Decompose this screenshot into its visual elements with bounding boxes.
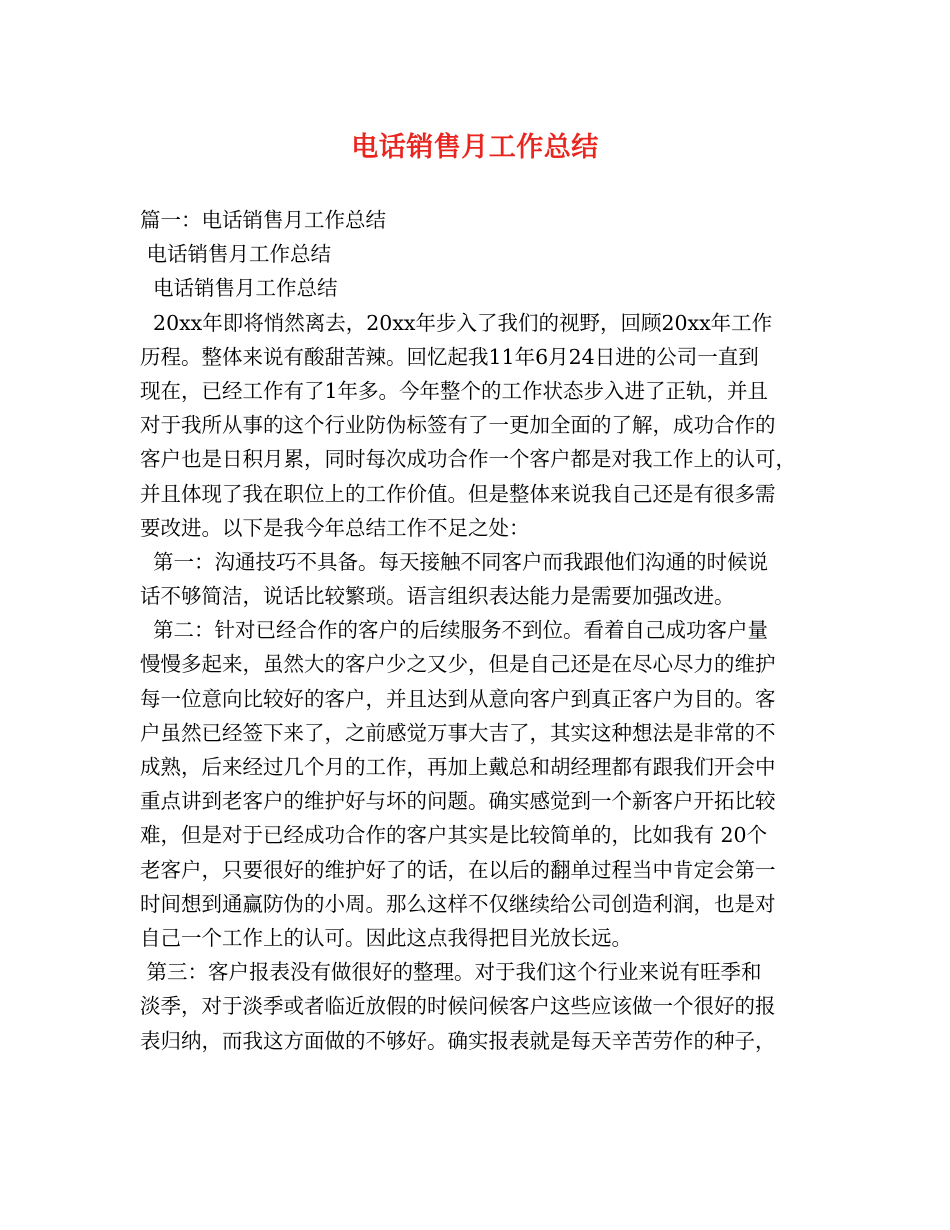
text-line: 成熟，后来经过几个月的工作，再加上戴总和胡经理都有跟我们开会中 xyxy=(140,755,776,779)
text-line: 话不够简洁，说话比较繁琐。语言组织表达能力是需要加强改进。 xyxy=(140,584,735,609)
text-line: 重点讲到老客户的维护好与坏的问题。确实感觉到一个新客户开拓比较 xyxy=(140,789,776,814)
text-line: 20xx年即将悄然离去，20xx年步入了我们的视野，回顾20xx年工作 xyxy=(140,310,773,335)
text-line: 客户也是日积月累，同时每次成功合作一个客户都是对我工作上的认可， xyxy=(140,447,796,472)
document-title: 电话销售月工作总结 xyxy=(351,132,599,163)
text-line: 历程。整体来说有酸甜苦辣。回忆起我11年6月24日进的公司一直到 xyxy=(140,344,759,369)
text-line: 户虽然已经签下来了，之前感觉万事大吉了，其实这种想法是非常的不 xyxy=(140,720,776,745)
text-line: 篇一：电话销售月工作总结 xyxy=(140,208,386,232)
text-line: 慢慢多起来，虽然大的客户少之又少，但是自己还是在尽心尽力的维护 xyxy=(140,652,776,677)
text-line: 并且体现了我在职位上的工作价值。但是整体来说我自己还是有很多需 xyxy=(140,481,776,506)
text-line: 老客户，只要很好的维护好了的话，在以后的翻单过程当中肯定会第一 xyxy=(140,857,776,882)
text-line: 要改进。以下是我今年总结工作不足之处： xyxy=(140,515,530,540)
text-line: 每一位意向比较好的客户，并且达到从意向客户到真正客户为目的。客 xyxy=(140,686,776,711)
text-line: 电话销售月工作总结 xyxy=(140,276,338,301)
text-line: 第一：沟通技巧不具备。每天接触不同客户而我跟他们沟通的时候说 xyxy=(140,549,769,574)
text-line: 对于我所从事的这个行业防伪标签有了一更加全面的了解，成功合作的 xyxy=(140,413,776,438)
text-line: 第二：针对已经合作的客户的后续服务不到位。看着自己成功客户量 xyxy=(140,618,769,643)
text-line: 电话销售月工作总结 xyxy=(140,242,332,267)
text-line: 现在，已经工作有了1年多。今年整个的工作状态步入进了正轨，并且 xyxy=(140,378,769,403)
text-line: 难，但是对于已经成功合作的客户其实是比较简单的，比如我有 20个 xyxy=(140,823,768,848)
text-line: 第三：客户报表没有做很好的整理。对于我们这个行业来说有旺季和 xyxy=(140,960,762,985)
text-line: 淡季，对于淡季或者临近放假的时候问候客户这些应该做一个很好的报 xyxy=(140,994,776,1019)
text-line: 自己一个工作上的认可。因此这点我得把目光放长远。 xyxy=(140,925,632,950)
text-line: 时间想到通赢防伪的小周。那么这样不仅继续给公司创造利润，也是对 xyxy=(140,891,776,916)
text-line: 表归纳，而我这方面做的不够好。确实报表就是每天辛苦劳作的种子， xyxy=(140,1028,776,1053)
document-body xyxy=(140,203,820,1058)
